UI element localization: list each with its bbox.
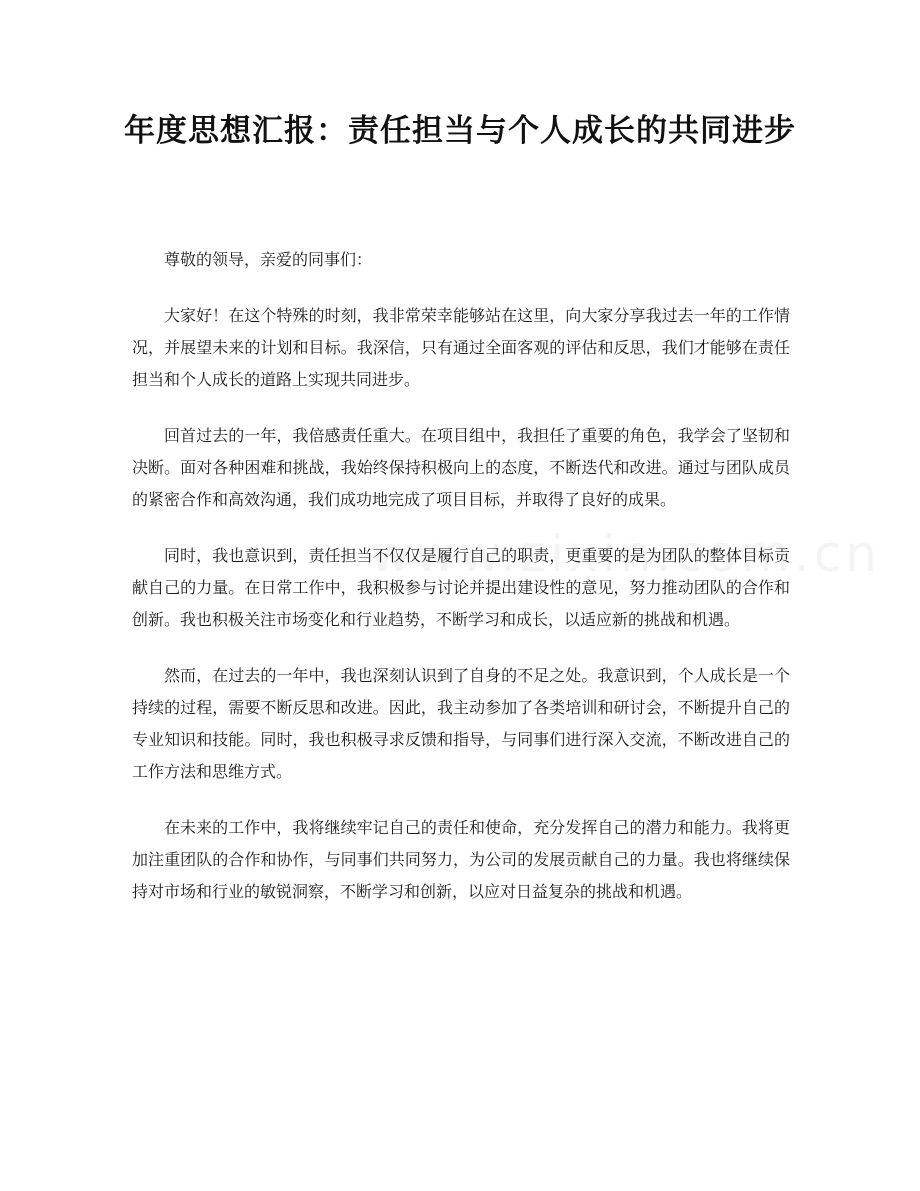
body-paragraph: 在未来的工作中，我将继续牢记自己的责任和使命，充分发挥自己的潜力和能力。我将更加注重团队的合作和协作，与同事们共同努力，为公司的发展贡献自己的力量。我也将继续保持对市场和行业的敏锐洞察，不断学习和创新，以应对日益复杂的挑战和机遇。 [132, 818, 790, 901]
body-paragraph: 同时，我也意识到，责任担当不仅仅是履行自己的职责，更重要的是为团队的整体目标贡献自己的力量。在日常工作中，我积极参与讨论并提出建设性的意见，努力推动团队的合作和创新。我也积极关注市场变化和行业趋势，不断学习和成长，以适应新的挑战和机遇。 [132, 546, 790, 629]
document-body [132, 244, 790, 932]
body-paragraph: 大家好！在这个特殊的时刻，我非常荣幸能够站在这里，向大家分享我过去一年的工作情况，并展望未来的计划和目标。我深信，只有通过全面客观的评估和反思，我们才能够在责任担当和个人成长的道路上实现共同进步。 [132, 306, 790, 389]
salutation-paragraph: 尊敬的领导，亲爱的同事们： [164, 250, 373, 269]
body-paragraph: 回首过去的一年，我倍感责任重大。在项目组中，我担任了重要的角色，我学会了坚韧和决断。面对各种困难和挑战，我始终保持积极向上的态度，不断迭代和改进。通过与团队成员的紧密合作和高效沟通，我们成功地完成了项目目标，并取得了良好的成果。 [132, 426, 790, 509]
document-title: 年度思想汇报：责任担当与个人成长的共同进步 [124, 113, 796, 149]
body-paragraph: 然而，在过去的一年中，我也深刻认识到了自身的不足之处。我意识到，个人成长是一个持续的过程，需要不断反思和改进。因此，我主动参加了各类培训和研讨会，不断提升自己的专业知识和技能。同时，我也积极寻求反馈和指导，与同事们进行深入交流，不断改进自己的工作方法和思维方式。 [132, 666, 790, 781]
